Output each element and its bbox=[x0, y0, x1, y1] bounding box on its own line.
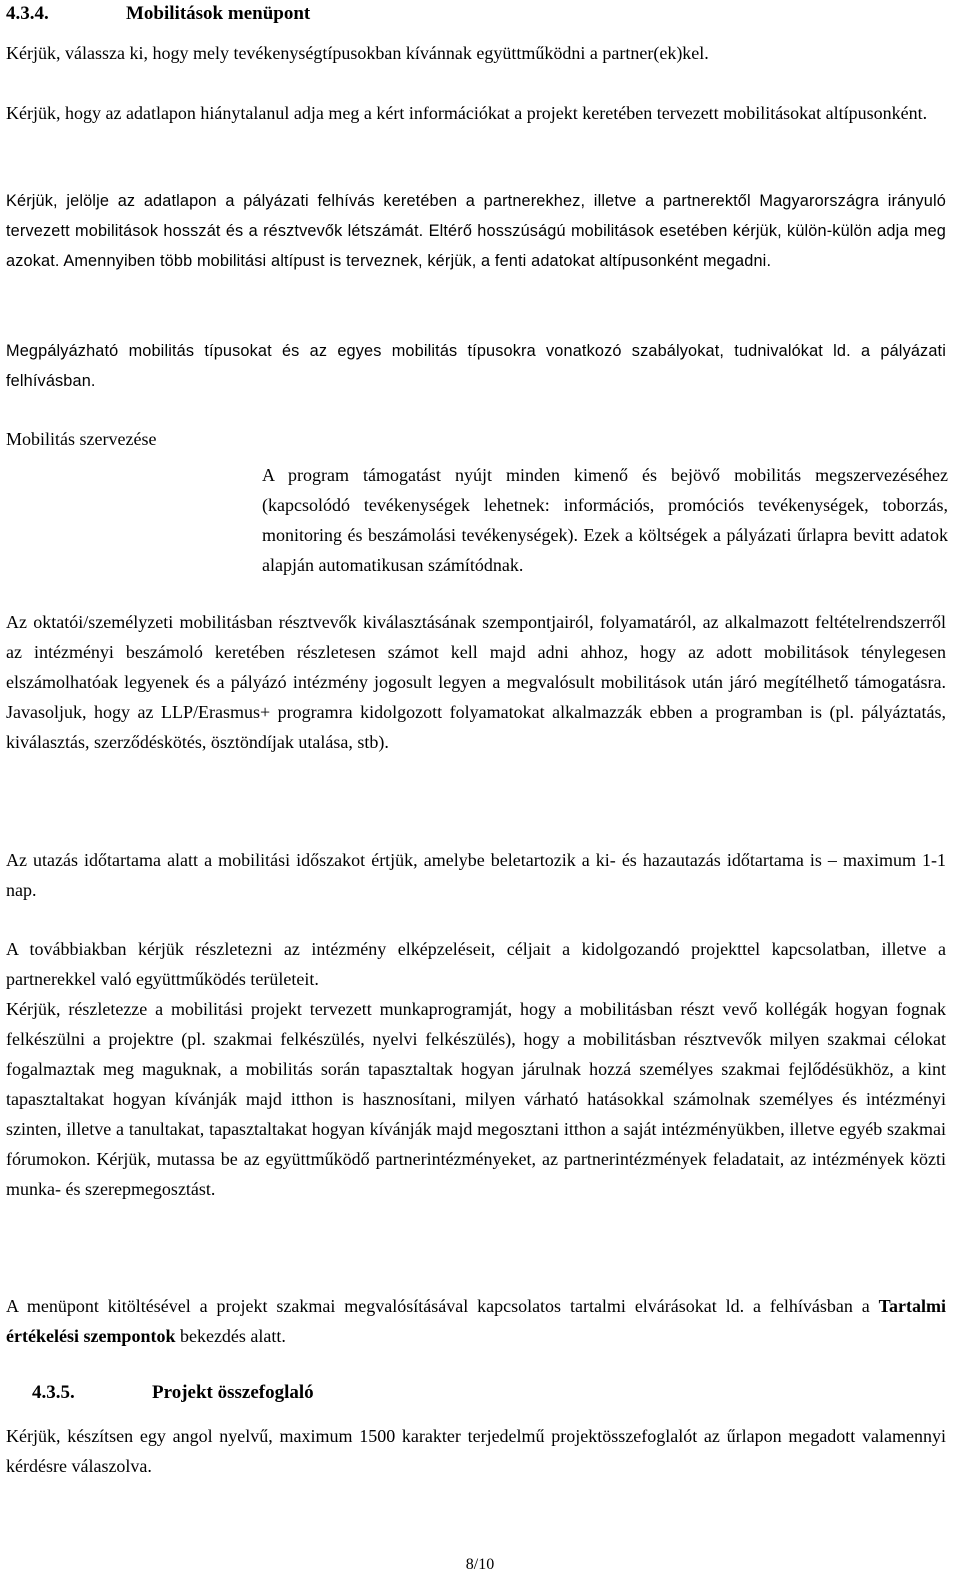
paragraph-work-programme: Kérjük, részletezze a mobilitási projekt tervezett munkaprogramját, hogy a mobilitásban részt vevő kollégák hogyan fognak felkészülni a projektre (pl. szakmai felkészülés, nyelvi felkészülés), hogy a mobilitásban résztvevők milyen szakmai célokat fogalmaztak meg maguknak, a mobilitás során tapasztaltak hogyan járulnak hozzá személyes szakmai fejlődésükhöz, a kint tapasztaltakat hogyan kívánják majd itthon is hasznosítani, milyen várható hatásokkal számolnak személyes és intézményi szinten, illetve a tanultakat, tapasztaltakat hogyan kívánják majd megosztani itthon a saját intézményükben, illetve egyéb szakmai fórumokon. Kérjük, mutassa be az együttműködő partnerintézményeket, az partnerintézmények feladatait, az intézmények közti munka- és szerepmegosztást. bbox=[6, 999, 946, 1199]
section-number: 4.3.5. bbox=[32, 1382, 75, 1403]
content-criteria-reference: Tartalmi értékelési szempontok bbox=[6, 1296, 946, 1346]
section-number: 4.3.4. bbox=[6, 3, 49, 24]
section-title: Mobilitások menüpont bbox=[126, 3, 311, 24]
content-requirements-text: A menüpont kitöltésével a projekt szakmai megvalósításával kapcsolatos tartalmi elvárásokat ld. a felhívásban a bbox=[6, 1296, 879, 1316]
paragraph-program-support: A program támogatást nyújt minden kimenő és bejövő mobilitás megszervezéséhez (kapcsolódó tevékenységek lehetnek: információs, promóciós tevékenységek, toborzás, monitoring és beszámolási tevékenységek). Ezek a költségek a pályázati űrlapra bevitt adatok alapján automatikusan számítódnak. bbox=[262, 465, 948, 575]
subheading-mobility-organisation: Mobilitás szervezése bbox=[6, 429, 157, 449]
paragraph-institution-plans: A továbbiakban kérjük részletezni az intézmény elképzeléseit, céljait a kidolgozandó projekttel kapcsolatban, illetve a partnerekkel való együttműködés területeit. bbox=[6, 939, 946, 989]
paragraph-content-requirements bbox=[6, 1291, 946, 1351]
paragraph-selection-criteria: Az oktatói/személyzeti mobilitásban résztvevők kiválasztásának szempontjairól, folyamatáról, az alkalmazott feltételrendszerről az intézményi beszámoló keretében részletesen számot kell majd adni ahhoz, hogy az adott mobilitások ténylegesen elszámolhatóak legyenek és a pályázó intézmény jogosult legyen a megvalósult mobilitások után járó megítélhető támogatásra. Javasoljuk, hogy az LLP/Erasmus+ programra kidolgozott folyamatokat alkalmazzák ebben a programban is (pl. pályáztatás, kiválasztás, szerződéskötés, ösztöndíjak utalása, stb). bbox=[6, 612, 946, 752]
paragraph-mark-mobilities: Kérjük, jelölje az adatlapon a pályázati felhívás keretében a partnerekhez, illetve a partnerektől Magyarországra irányuló tervezett mobilitások hosszát és a résztvevők létszámát. Eltérő hosszúságú mobilitások esetében kérjük, külön-külön adja meg azokat. Amennyiben több mobilitási altípust is terveznek, kérjük, a fenti adatokat altípusonként megadni. bbox=[6, 192, 946, 270]
paragraph-select-activities: Kérjük, válassza ki, hogy mely tevékenységtípusokban kívánnak együttműködni a partner(ek)kel. bbox=[6, 43, 709, 63]
section-heading-435 bbox=[32, 1379, 932, 1407]
page-number: 8/10 bbox=[465, 1556, 495, 1573]
paragraph-project-summary: Kérjük, készítsen egy angol nyelvű, maximum 1500 karakter terjedelmű projektösszefoglalót az űrlapon megadott valamennyi kérdésre válaszolva. bbox=[6, 1426, 946, 1476]
content-requirements-tail: bekezdés alatt. bbox=[175, 1326, 286, 1346]
section-title: Projekt összefoglaló bbox=[152, 1382, 314, 1403]
paragraph-travel-duration: Az utazás időtartama alatt a mobilitási időszakot értjük, amelybe beletartozik a ki- és hazautazás időtartama is – maximum 1-1 nap. bbox=[6, 850, 946, 900]
section-heading-434 bbox=[6, 0, 946, 28]
paragraph-rules-reference: Megpályázható mobilitás típusokat és az egyes mobilitás típusokra vonatkozó szabályokat, tudnivalókat ld. a pályázati felhívásban. bbox=[6, 342, 946, 390]
paragraph-fill-form: Kérjük, hogy az adatlapon hiánytalanul adja meg a kért információkat a projekt keretében tervezett mobilitásokat altípusonként. bbox=[6, 103, 928, 123]
